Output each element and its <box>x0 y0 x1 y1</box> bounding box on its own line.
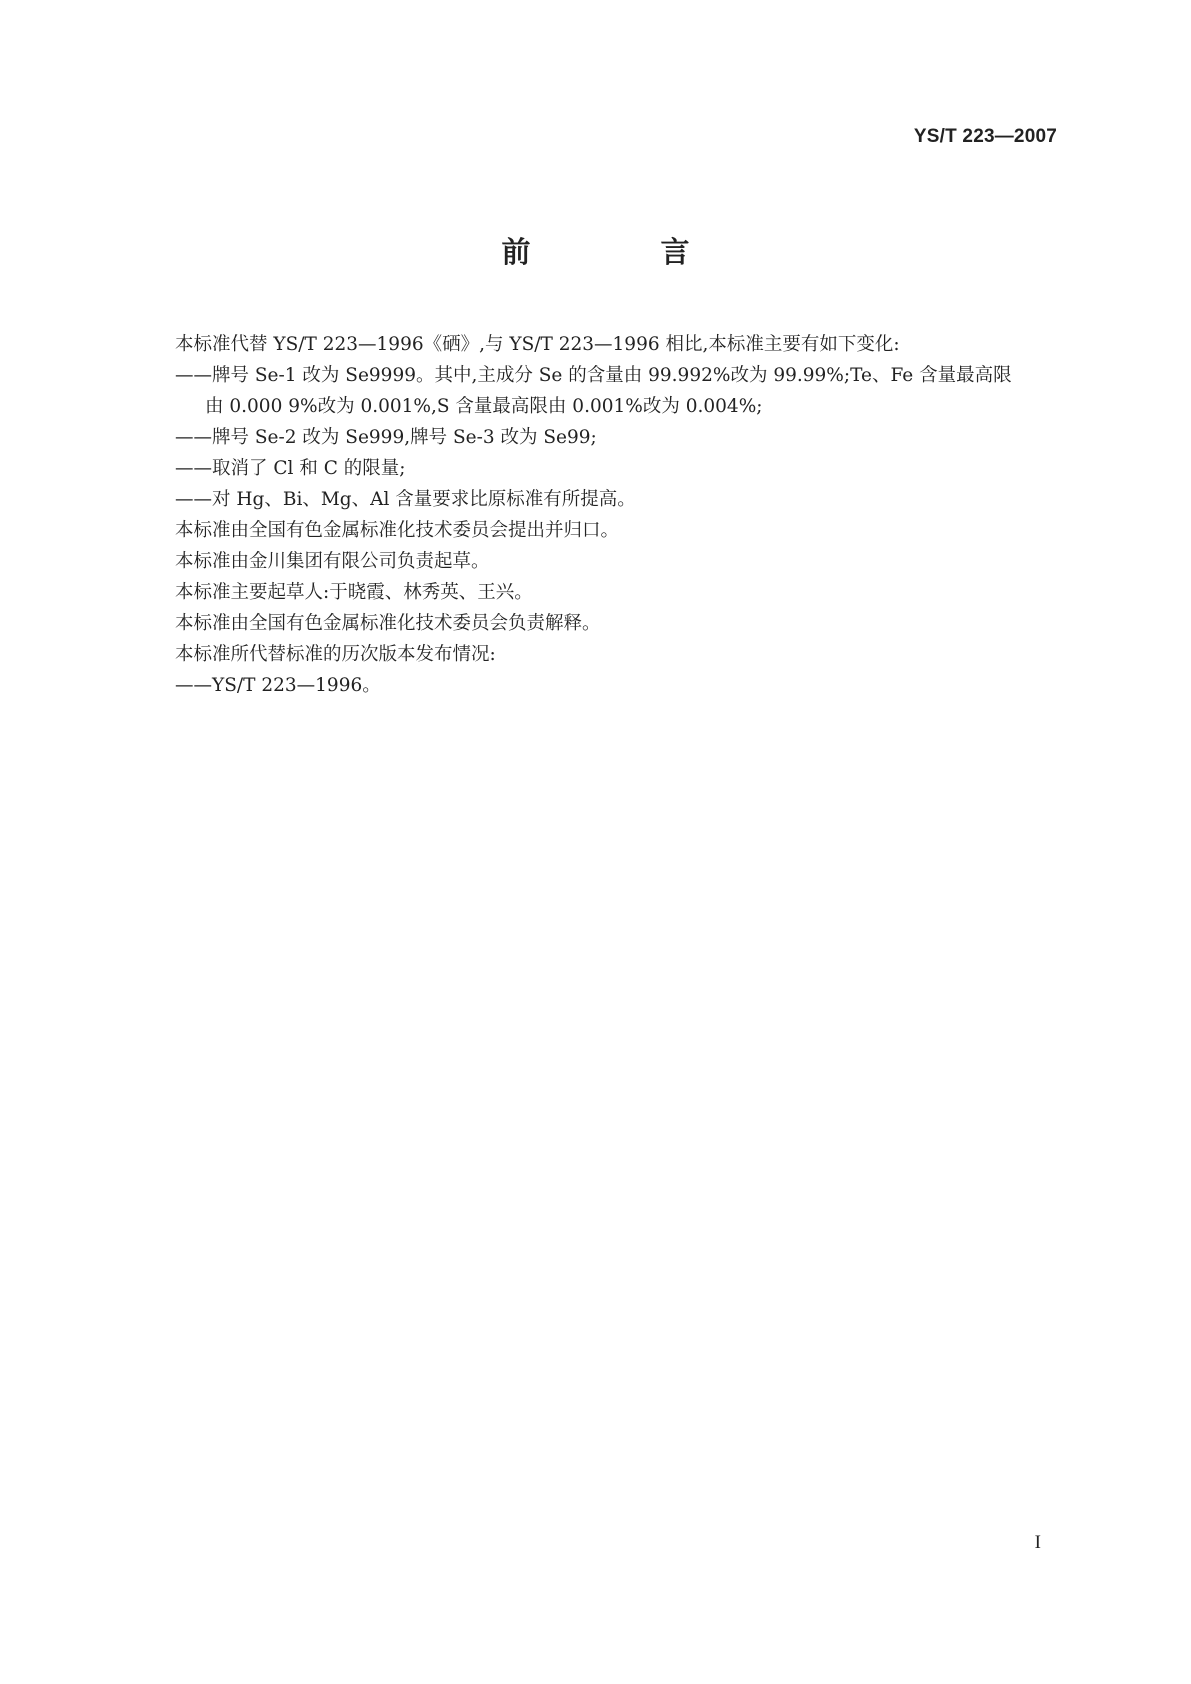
foreword-body <box>175 329 1055 701</box>
change-item-grade-se1: ——牌号 Se-1 改为 Se9999。其中,主成分 Se 的含量由 99.992%改为 99.99%;Te、Fe 含量最高限 <box>175 365 1012 386</box>
change-item-cl-c-limits: ——取消了 Cl 和 C 的限量; <box>175 458 406 479</box>
page-title: 前 言 <box>501 235 750 269</box>
page-number: I <box>1034 1532 1041 1553</box>
change-item-grade-se1-continued: 由 0.000 9%改为 0.001%,S 含量最高限由 0.001%改为 0.004%; <box>205 396 763 417</box>
paragraph-previous-versions: 本标准所代替标准的历次版本发布情况: <box>175 644 496 665</box>
paragraph-proposed-by: 本标准由全国有色金属标准化技术委员会提出并归口。 <box>175 520 620 541</box>
change-item-hg-bi-mg-al: ——对 Hg、Bi、Mg、Al 含量要求比原标准有所提高。 <box>175 489 636 510</box>
paragraph-intro: 本标准代替 YS/T 223—1996《硒》,与 YS/T 223—1996 相比,本标准主要有如下变化: <box>175 334 900 355</box>
paragraph-interpreted-by: 本标准由全国有色金属标准化技术委员会负责解释。 <box>175 613 601 634</box>
paragraph-main-drafters: 本标准主要起草人:于晓霞、林秀英、王兴。 <box>175 582 533 603</box>
previous-version-item: ——YS/T 223—1996。 <box>175 675 381 696</box>
change-item-grade-se2-se3: ——牌号 Se-2 改为 Se999,牌号 Se-3 改为 Se99; <box>175 427 597 448</box>
standard-code: YS/T 223—2007 <box>913 126 1057 147</box>
paragraph-drafted-by: 本标准由金川集团有限公司负责起草。 <box>175 551 490 572</box>
